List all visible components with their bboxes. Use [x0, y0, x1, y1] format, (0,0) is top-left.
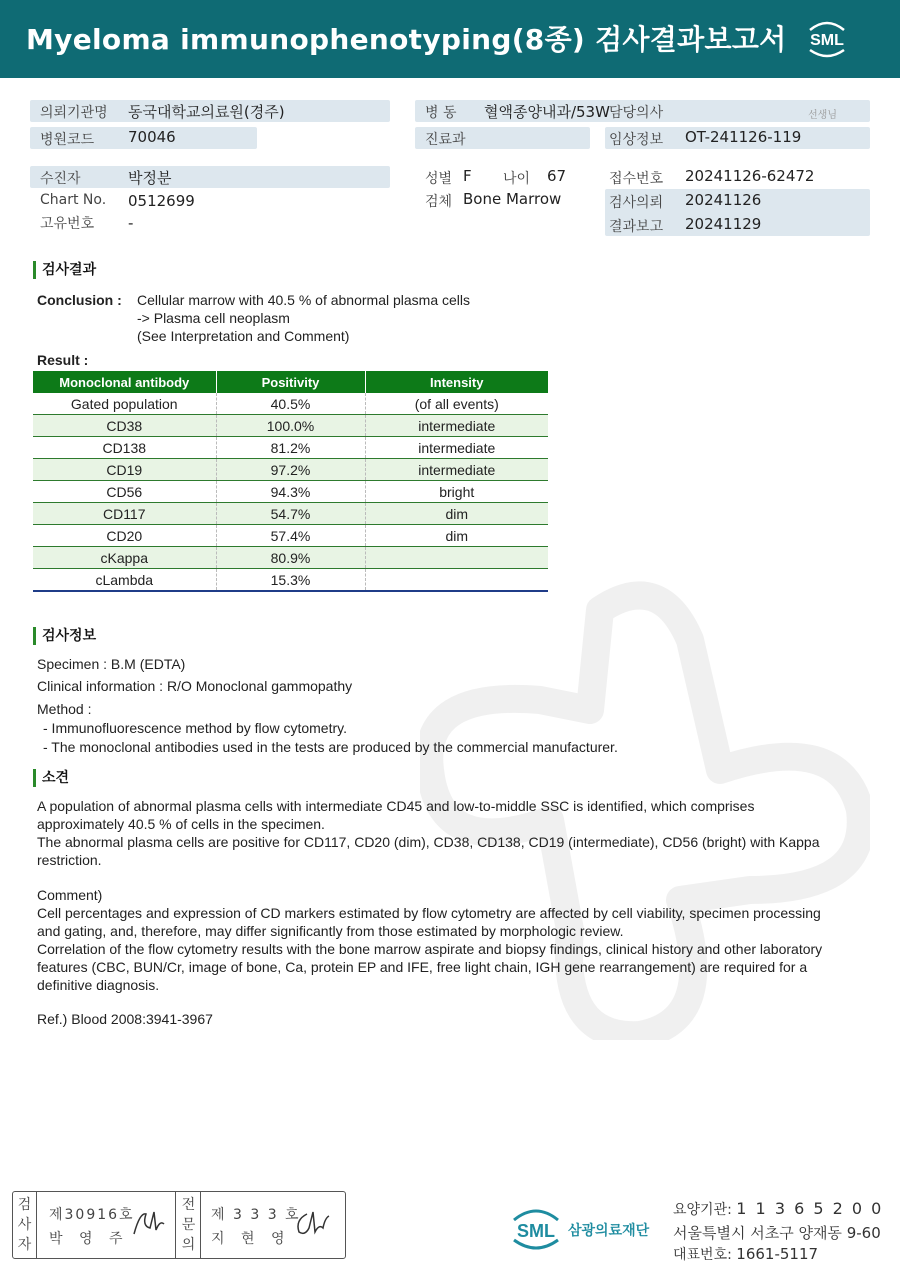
table-row	[33, 415, 548, 437]
table-row	[33, 393, 548, 415]
conclusion-line: Cellular marrow with 40.5 % of abnormal plasma cells	[137, 292, 471, 308]
sex-value: F	[463, 167, 472, 185]
divider	[175, 1192, 176, 1258]
positivity-cell: 80.9%	[216, 547, 365, 569]
foundation-logo-text: SML	[517, 1221, 555, 1241]
unique-label: 고유번호	[40, 216, 95, 232]
institution-label: 의뢰기관명	[40, 105, 108, 121]
column-header: Positivity	[216, 371, 365, 393]
receipt-value: 20241126-62472	[685, 167, 815, 185]
signature-box	[12, 1191, 346, 1259]
antibody-cell: cKappa	[33, 547, 216, 569]
findings-heading: 소견	[33, 769, 69, 787]
table-row	[33, 481, 548, 503]
clinical-info-value: OT-241126-119	[685, 128, 802, 146]
institution-value: 동국대학교의료원(경주)	[128, 103, 285, 121]
result-table	[33, 371, 548, 592]
foundation-name: 삼광의료재단	[568, 1223, 650, 1239]
specialist-signature	[293, 1206, 333, 1240]
patient-value: 박정분	[128, 169, 172, 187]
intensity-cell	[365, 569, 548, 592]
reference: Ref.) Blood 2008:3941-3967	[37, 1011, 213, 1027]
comment-paragraph: Cell percentages and expression of CD markers estimated by flow cytometry are affected by cell viability, specimen processing and gating, and, therefore, may differ significantly from those estimated by morphologic review.	[37, 905, 821, 939]
department-label: 진료과	[425, 132, 466, 148]
specimen-label: 검체	[425, 194, 453, 210]
tester-number: 제30916호	[49, 1207, 135, 1223]
intensity-cell	[365, 547, 548, 569]
doctor-label: 담당의사	[609, 105, 664, 121]
sml-logo	[802, 14, 852, 64]
patient-label: 수진자	[40, 171, 81, 187]
unique-value: -	[128, 214, 134, 232]
positivity-cell: 100.0%	[216, 415, 365, 437]
age-value: 67	[547, 167, 567, 185]
table-row	[33, 569, 548, 592]
method-line: - Immunofluorescence method by flow cytometry.	[43, 720, 347, 736]
hospital-code-value: 70046	[128, 128, 176, 146]
table-row	[33, 503, 548, 525]
ward-label: 병 동	[425, 105, 457, 121]
tester-label	[13, 1192, 37, 1258]
receipt-label: 접수번호	[609, 171, 664, 187]
positivity-cell: 81.2%	[216, 437, 365, 459]
hospital-code-label: 병원코드	[40, 132, 95, 148]
method-line: - The monoclonal antibodies used in the tests are produced by the commercial manufacturer.	[43, 739, 618, 755]
care-code-value: 1 1 3 6 5 2 0 0	[736, 1199, 884, 1218]
doctor-suffix: 선생님	[808, 110, 837, 121]
table-row	[33, 525, 548, 547]
table-header-row	[33, 371, 548, 393]
foundation-logo-mark	[510, 1200, 660, 1258]
intensity-cell: (of all events)	[365, 393, 548, 415]
antibody-cell: CD117	[33, 503, 216, 525]
conclusion-label: Conclusion :	[37, 292, 122, 308]
antibody-cell: CD19	[33, 459, 216, 481]
intensity-cell: intermediate	[365, 459, 548, 481]
conclusion-line: (See Interpretation and Comment)	[137, 328, 350, 344]
result-label: Result :	[37, 352, 89, 368]
result-heading: 검사결과	[33, 261, 96, 279]
antibody-cell: CD138	[33, 437, 216, 459]
sex-label: 성별	[425, 171, 453, 187]
clinical-info-label: 임상정보	[609, 132, 664, 148]
phone-value: 1661-5117	[736, 1245, 819, 1263]
specialist-name: 지 현 영	[211, 1231, 291, 1247]
positivity-cell: 54.7%	[216, 503, 365, 525]
column-header: Monoclonal antibody	[33, 371, 216, 393]
comment-paragraph: Correlation of the flow cytometry results with the bone marrow aspirate and biopsy findings, clinical history and other laboratory features (CBC, BUN/Cr, image of bone, Ca, protein EP and IFE, free light chain, IGH gene rearrangement) are required for a definitive diagnosis.	[37, 941, 823, 993]
antibody-cell: CD56	[33, 481, 216, 503]
specimen-info: Specimen : B.M (EDTA)	[37, 656, 186, 672]
test-info-heading: 검사정보	[33, 627, 96, 645]
method-label: Method :	[37, 701, 92, 717]
request-label: 검사의뢰	[609, 195, 664, 211]
tester-signature	[130, 1206, 168, 1240]
table-row	[33, 437, 548, 459]
intensity-cell: dim	[365, 503, 548, 525]
report-header	[0, 0, 900, 78]
positivity-cell: 97.2%	[216, 459, 365, 481]
table-row	[33, 459, 548, 481]
antibody-cell: CD20	[33, 525, 216, 547]
findings-paragraph: A population of abnormal plasma cells with intermediate CD45 and low-to-middle SSC is identified, which comprises approximately 40.5 % of cells in the specimen.	[37, 798, 755, 832]
clinical-info: Clinical information : R/O Monoclonal gammopathy	[37, 678, 353, 694]
specimen-value: Bone Marrow	[463, 190, 562, 208]
antibody-cell: Gated population	[33, 393, 216, 415]
specialist-label-text: 전문의	[181, 1197, 196, 1253]
phone	[673, 1244, 818, 1264]
care-code	[673, 1199, 883, 1219]
report-label: 결과보고	[609, 219, 664, 235]
row-bar	[30, 166, 390, 188]
specialist-number: 제 3 3 3 호	[211, 1207, 301, 1223]
positivity-cell: 57.4%	[216, 525, 365, 547]
findings-paragraph: The abnormal plasma cells are positive for CD117, CD20 (dim), CD38, CD138, CD19 (intermediate), CD56 (bright) with Kappa restriction.	[37, 834, 820, 868]
comment-label: Comment)	[37, 887, 103, 903]
report-value: 20241129	[685, 215, 762, 233]
table-row	[33, 547, 548, 569]
report-title: Myeloma immunophenotyping(8종) 검사결과보고서	[26, 23, 787, 56]
positivity-cell: 94.3%	[216, 481, 365, 503]
intensity-cell: intermediate	[365, 437, 548, 459]
foundation-logo	[510, 1200, 660, 1262]
sml-logo-text: SML	[810, 32, 844, 49]
request-value: 20241126	[685, 191, 762, 209]
antibody-cell: CD38	[33, 415, 216, 437]
tester-name: 박 영 주	[49, 1231, 129, 1247]
positivity-cell: 40.5%	[216, 393, 365, 415]
intensity-cell: intermediate	[365, 415, 548, 437]
care-code-label: 요양기관:	[673, 1202, 732, 1218]
age-label: 나이	[503, 171, 531, 187]
positivity-cell: 15.3%	[216, 569, 365, 592]
column-header: Intensity	[365, 371, 548, 393]
phone-label: 대표번호:	[673, 1247, 732, 1263]
chart-value: 0512699	[128, 192, 195, 210]
specialist-label	[177, 1192, 201, 1258]
conclusion-line: -> Plasma cell neoplasm	[137, 310, 290, 326]
intensity-cell: bright	[365, 481, 548, 503]
intensity-cell: dim	[365, 525, 548, 547]
tester-label-text: 검사자	[17, 1197, 32, 1253]
chart-label: Chart No.	[40, 192, 107, 208]
address: 서울특별시 서초구 양재동 9-60	[673, 1224, 881, 1242]
ward-value: 혈액종양내과/53W	[484, 103, 610, 121]
antibody-cell: cLambda	[33, 569, 216, 592]
